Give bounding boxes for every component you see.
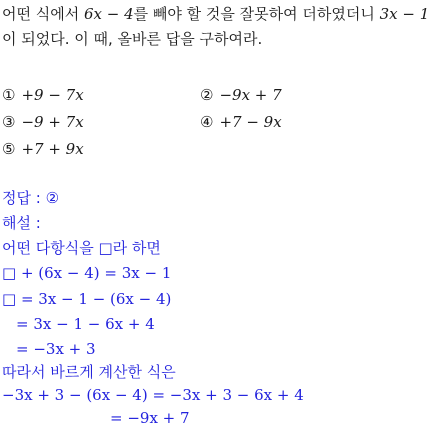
- question-text-pre: 어떤 식에서: [2, 5, 84, 23]
- option-3[interactable]: [2, 112, 84, 132]
- option-3-number: ③: [2, 113, 16, 131]
- question-line-2: 이 되었다. 이 때, 올바른 답을 구하여라.: [2, 30, 263, 48]
- explanation-line-1: 어떤 다항식을 □라 하면: [2, 239, 161, 257]
- question-expression-1: 6x − 4: [84, 5, 134, 23]
- explanation-line-7: −3x + 3 − (6x − 4) = −3x + 3 − 6x + 4: [2, 386, 304, 404]
- option-4-expression: +7 − 9x: [219, 113, 282, 131]
- answer-label: 정답 :: [2, 189, 46, 207]
- option-5-expression: +7 + 9x: [21, 140, 84, 158]
- option-5[interactable]: [2, 139, 84, 159]
- explanation-line-4: = 3x − 1 − 6x + 4: [16, 315, 155, 333]
- option-2[interactable]: [200, 85, 282, 105]
- option-3-expression: −9 + 7x: [21, 113, 84, 131]
- explanation-line-8: = −9x + 7: [110, 409, 190, 427]
- option-4-number: ④: [200, 113, 214, 131]
- option-5-number: ⑤: [2, 140, 16, 158]
- answer-line: [2, 188, 59, 208]
- question-expression-2: 3x − 1: [379, 5, 429, 23]
- option-1[interactable]: [2, 85, 84, 105]
- explanation-line-5: = −3x + 3: [16, 340, 96, 358]
- question-text-mid: 를 빼야 할 것을 잘못하여 더하였더니: [133, 5, 380, 23]
- option-2-number: ②: [200, 86, 214, 104]
- option-1-expression: +9 − 7x: [21, 86, 84, 104]
- explanation-line-3: □ = 3x − 1 − (6x − 4): [2, 290, 172, 308]
- question-line-1: [2, 4, 429, 24]
- option-4[interactable]: [200, 112, 282, 132]
- answer-value: ②: [45, 189, 60, 207]
- explanation-line-6: 따라서 바르게 계산한 식은: [2, 363, 176, 381]
- explanation-line-2: □ + (6x − 4) = 3x − 1: [2, 264, 172, 282]
- option-2-expression: −9x + 7: [219, 86, 282, 104]
- option-1-number: ①: [2, 86, 16, 104]
- explanation-label: 해설 :: [2, 214, 41, 232]
